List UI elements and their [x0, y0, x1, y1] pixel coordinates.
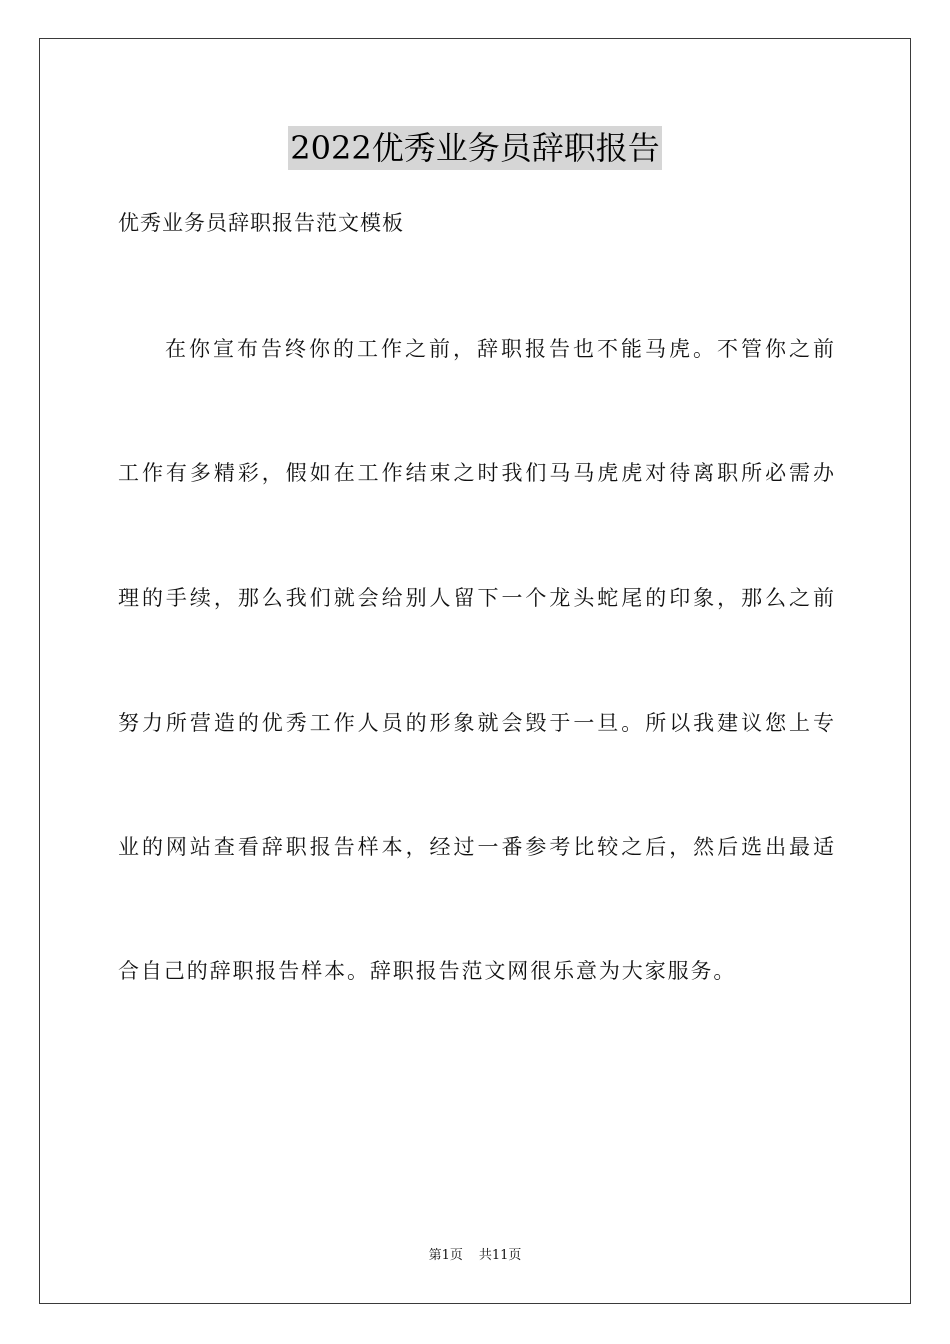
body-line-2: 工作有多精彩，假如在工作结束之时我们马马虎虎对待离职所必需办 [118, 461, 834, 485]
document-title: 2022优秀业务员辞职报告 [288, 126, 661, 170]
body-line-1: 在你宣布告终你的工作之前，辞职报告也不能马虎。不管你之前 [165, 337, 834, 361]
body-line-5: 业的网站查看辞职报告样本，经过一番参考比较之后，然后选出最适 [118, 835, 834, 859]
body-line-6: 合自己的辞职报告样本。辞职报告范文网很乐意为大家服务。 [118, 959, 737, 983]
body-line-3: 理的手续，那么我们就会给别人留下一个龙头蛇尾的印象，那么之前 [118, 586, 834, 610]
title-container [0, 126, 950, 170]
body-line-4: 努力所营造的优秀工作人员的形象就会毁于一旦。所以我建议您上专 [118, 711, 834, 735]
page-number: 第1页 [428, 1248, 463, 1263]
page-total: 共11页 [478, 1248, 522, 1263]
document-subtitle: 优秀业务员辞职报告范文模板 [118, 211, 404, 235]
page-footer [0, 1247, 950, 1265]
